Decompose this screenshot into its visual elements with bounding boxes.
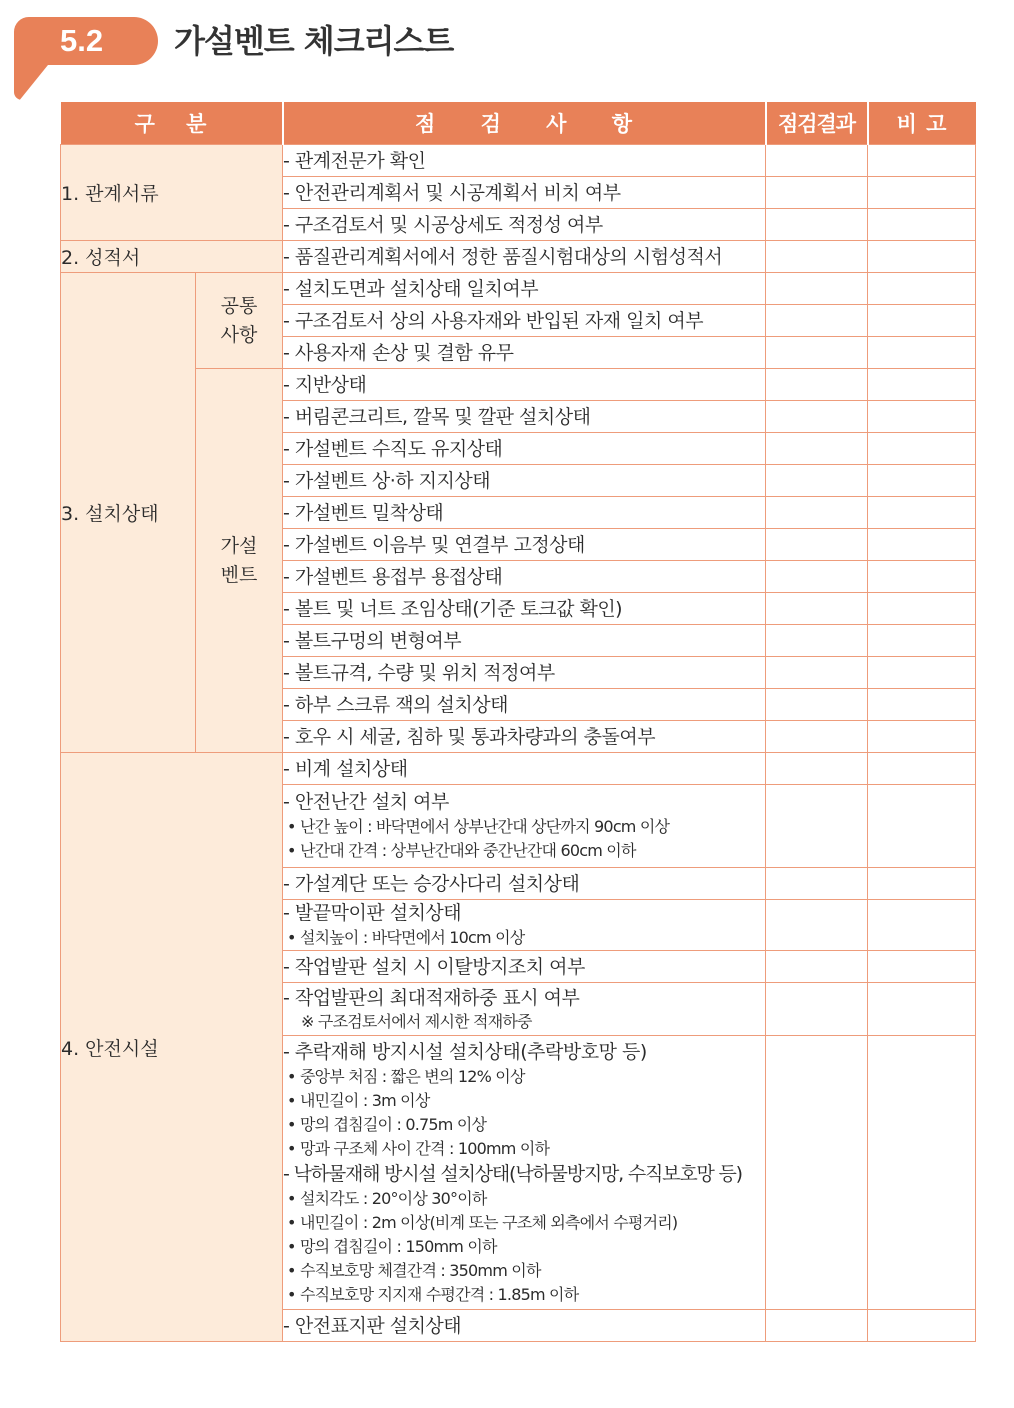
section-number: 5.2 — [60, 23, 104, 58]
check-item-detail: • 망의 겹침길이 : 0.75m 이상 — [287, 1114, 487, 1134]
result-cell[interactable] — [766, 983, 868, 1036]
check-item: - 가설벤트 용접부 용접상태 — [283, 561, 766, 593]
check-item: - 관계전문가 확인 — [283, 145, 766, 177]
result-cell[interactable] — [766, 305, 868, 337]
result-cell[interactable] — [766, 497, 868, 529]
remarks-cell[interactable] — [868, 951, 976, 983]
remarks-cell[interactable] — [868, 145, 976, 177]
remarks-cell[interactable] — [868, 1310, 976, 1342]
check-item — [283, 983, 766, 1036]
check-item: - 가설벤트 밀착상태 — [283, 497, 766, 529]
check-item: - 버림콘크리트, 깔목 및 깔판 설치상태 — [283, 401, 766, 433]
remarks-cell[interactable] — [868, 529, 976, 561]
remarks-cell[interactable] — [868, 465, 976, 497]
remarks-cell[interactable] — [868, 785, 976, 868]
check-item-note: ※ 구조검토서에서 제시한 적재하중 — [301, 1012, 532, 1031]
check-item-detail: • 설치각도 : 20°이상 30°이하 — [287, 1188, 487, 1208]
remarks-cell[interactable] — [868, 657, 976, 689]
result-cell[interactable] — [766, 657, 868, 689]
result-cell[interactable] — [766, 145, 868, 177]
check-item: - 하부 스크류 잭의 설치상태 — [283, 689, 766, 721]
result-cell[interactable] — [766, 337, 868, 369]
result-cell[interactable] — [766, 900, 868, 951]
remarks-cell[interactable] — [868, 177, 976, 209]
result-cell[interactable] — [766, 593, 868, 625]
remarks-cell[interactable] — [868, 721, 976, 753]
check-item: - 볼트구멍의 변형여부 — [283, 625, 766, 657]
subcategory-label: 공통 — [220, 294, 258, 317]
remarks-cell[interactable] — [868, 1036, 976, 1310]
remarks-cell[interactable] — [868, 241, 976, 273]
check-item-main: - 작업발판의 최대적재하중 표시 여부 — [283, 987, 580, 1009]
result-cell[interactable] — [766, 209, 868, 241]
table-row — [61, 369, 976, 401]
result-cell[interactable] — [766, 241, 868, 273]
check-item-detail: • 난간 높이 : 바닥면에서 상부난간대 상단까지 90cm 이상 — [287, 817, 670, 836]
header-result: 점검결과 — [766, 102, 868, 145]
check-item-main: - 추락재해 방지시설 설치상태(추락방호망 등) — [283, 1040, 647, 1063]
check-item: - 안전관리계획서 및 시공계획서 비치 여부 — [283, 177, 766, 209]
check-item-detail: • 수직보호망 체결간격 : 350mm 이하 — [287, 1260, 541, 1280]
category-safety-facilities: 4. 안전시설 — [61, 753, 283, 1342]
remarks-cell[interactable] — [868, 983, 976, 1036]
check-item — [283, 1036, 766, 1310]
check-item — [283, 785, 766, 868]
table-row — [61, 241, 976, 273]
subcategory-label: 사항 — [220, 323, 258, 346]
remarks-cell[interactable] — [868, 753, 976, 785]
remarks-cell[interactable] — [868, 273, 976, 305]
subcategory-label: 가설 — [220, 534, 258, 557]
check-item: - 사용자재 손상 및 결함 유무 — [283, 337, 766, 369]
check-item: - 구조검토서 상의 사용자재와 반입된 자재 일치 여부 — [283, 305, 766, 337]
check-item-detail: • 망의 겹침길이 : 150mm 이하 — [287, 1236, 497, 1256]
remarks-cell[interactable] — [868, 868, 976, 900]
remarks-cell[interactable] — [868, 433, 976, 465]
result-cell[interactable] — [766, 1036, 868, 1310]
checklist-table — [60, 102, 976, 1342]
check-item: - 볼트규격, 수량 및 위치 적정여부 — [283, 657, 766, 689]
table-row — [61, 273, 976, 305]
remarks-cell[interactable] — [868, 561, 976, 593]
header-category: 구 분 — [61, 102, 283, 145]
subcategory-label: 벤트 — [220, 563, 258, 586]
remarks-cell[interactable] — [868, 305, 976, 337]
category-installation: 3. 설치상태 — [61, 273, 196, 753]
header-remarks: 비 고 — [868, 102, 976, 145]
result-cell[interactable] — [766, 465, 868, 497]
category-test-reports: 2. 성적서 — [61, 241, 283, 273]
remarks-cell[interactable] — [868, 900, 976, 951]
remarks-cell[interactable] — [868, 369, 976, 401]
check-item-detail: • 설치높이 : 바닥면에서 10cm 이상 — [287, 928, 525, 947]
check-item-detail: • 수직보호망 지지재 수평간격 : 1.85m 이하 — [287, 1284, 579, 1304]
result-cell[interactable] — [766, 401, 868, 433]
result-cell[interactable] — [766, 529, 868, 561]
result-cell[interactable] — [766, 868, 868, 900]
check-item: - 가설벤트 수직도 유지상태 — [283, 433, 766, 465]
result-cell[interactable] — [766, 753, 868, 785]
page-title: 가설벤트 체크리스트 — [174, 22, 454, 60]
remarks-cell[interactable] — [868, 593, 976, 625]
remarks-cell[interactable] — [868, 401, 976, 433]
check-item-detail: • 난간대 간격 : 상부난간대와 중간난간대 60cm 이하 — [287, 841, 636, 860]
check-item: - 가설벤트 상·하 지지상태 — [283, 465, 766, 497]
check-item-main: - 발끝막이판 설치상태 — [283, 902, 462, 924]
check-item — [283, 900, 766, 951]
check-item: - 품질관리계획서에서 정한 품질시험대상의 시험성적서 — [283, 241, 766, 273]
check-item: - 볼트 및 너트 조임상태(기준 토크값 확인) — [283, 593, 766, 625]
remarks-cell[interactable] — [868, 337, 976, 369]
check-item: - 설치도면과 설치상태 일치여부 — [283, 273, 766, 305]
section-badge-tail — [14, 60, 52, 100]
table-row — [61, 145, 976, 177]
check-item-detail: • 내민길이 : 2m 이상(비계 또는 구조체 외측에서 수평거리) — [287, 1212, 678, 1232]
result-cell[interactable] — [766, 369, 868, 401]
remarks-cell[interactable] — [868, 497, 976, 529]
check-item: - 가설계단 또는 승강사다리 설치상태 — [283, 868, 766, 900]
check-item: - 안전표지판 설치상태 — [283, 1310, 766, 1342]
check-item-detail: • 내민길이 : 3m 이상 — [287, 1090, 430, 1110]
check-item: - 작업발판 설치 시 이탈방지조치 여부 — [283, 951, 766, 983]
table-header-row — [61, 102, 976, 145]
category-docs: 1. 관계서류 — [61, 145, 283, 241]
result-cell[interactable] — [766, 433, 868, 465]
result-cell[interactable] — [766, 689, 868, 721]
check-item: - 구조검토서 및 시공상세도 적정성 여부 — [283, 209, 766, 241]
check-item-detail: • 망과 구조체 사이 간격 : 100mm 이하 — [287, 1138, 550, 1158]
header-items: 점 검 사 항 — [283, 102, 766, 145]
remarks-cell[interactable] — [868, 689, 976, 721]
check-item: - 지반상태 — [283, 369, 766, 401]
result-cell[interactable] — [766, 951, 868, 983]
subcategory-common — [196, 273, 283, 369]
result-cell[interactable] — [766, 177, 868, 209]
check-item-main: - 안전난간 설치 여부 — [283, 791, 449, 813]
check-item-main: - 낙하물재해 방시설 설치상태(낙하물방지망, 수직보호망 등) — [283, 1162, 742, 1185]
table-row — [61, 753, 976, 785]
remarks-cell[interactable] — [868, 209, 976, 241]
remarks-cell[interactable] — [868, 625, 976, 657]
check-item: - 비계 설치상태 — [283, 753, 766, 785]
result-cell[interactable] — [766, 625, 868, 657]
result-cell[interactable] — [766, 273, 868, 305]
subcategory-temporary-bent — [196, 369, 283, 753]
result-cell[interactable] — [766, 721, 868, 753]
result-cell[interactable] — [766, 561, 868, 593]
result-cell[interactable] — [766, 1310, 868, 1342]
check-item: - 가설벤트 이음부 및 연결부 고정상태 — [283, 529, 766, 561]
result-cell[interactable] — [766, 785, 868, 868]
check-item: - 호우 시 세굴, 침하 및 통과차량과의 충돌여부 — [283, 721, 766, 753]
check-item-detail: • 중앙부 처짐 : 짧은 변의 12% 이상 — [287, 1066, 525, 1086]
